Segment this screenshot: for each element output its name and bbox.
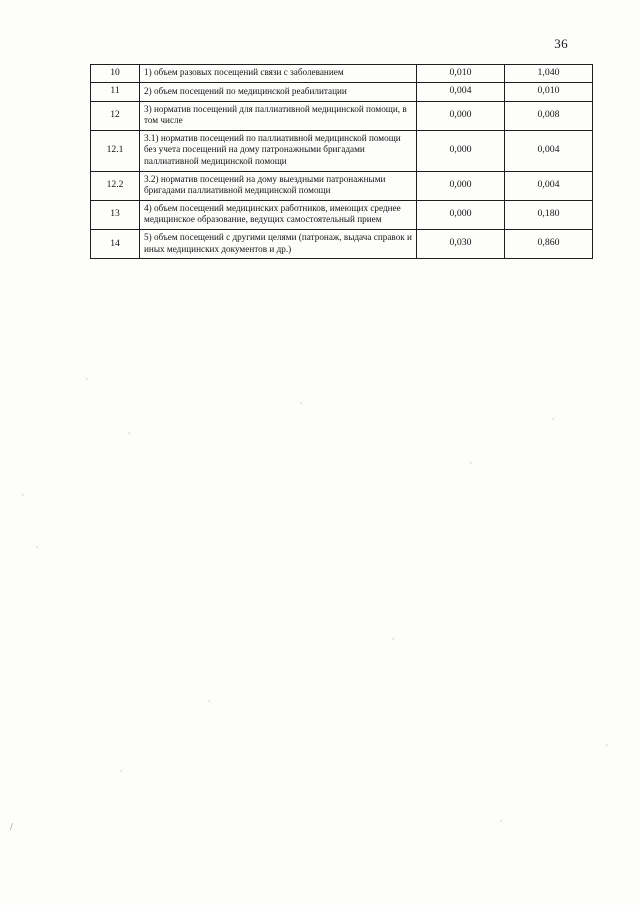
scan-speck bbox=[500, 820, 502, 822]
page-number: 36 bbox=[554, 36, 568, 51]
row-value-1: 0,030 bbox=[417, 230, 505, 259]
table-row bbox=[91, 101, 593, 130]
table-row bbox=[91, 171, 593, 200]
row-description: 4) объем посещений медицинских работников, имеющих среднее медицинское образование, ведущих самостоятельный прием bbox=[140, 200, 417, 229]
norms-table-body bbox=[91, 65, 593, 259]
table-row bbox=[91, 130, 593, 171]
row-description: 5) объем посещений с другими целями (патронаж, выдача справок и иных медицинских документов и др.) bbox=[140, 230, 417, 259]
row-value-1: 0,000 bbox=[417, 130, 505, 171]
row-value-1: 0,000 bbox=[417, 171, 505, 200]
row-value-1: 0,000 bbox=[417, 200, 505, 229]
row-description: 3) норматив посещений для паллиативной медицинской помощи, в том числе bbox=[140, 101, 417, 130]
row-number: 14 bbox=[91, 230, 140, 259]
scan-speck bbox=[552, 418, 554, 420]
row-value-2: 0,004 bbox=[505, 171, 593, 200]
table-row bbox=[91, 83, 593, 101]
row-value-1: 0,000 bbox=[417, 101, 505, 130]
norms-table bbox=[90, 64, 593, 259]
row-description: 3.1) норматив посещений по паллиативной медицинской помощи без учета посещений на дому патронажными бригадами паллиативной медицинской помощи bbox=[140, 130, 417, 171]
row-number: 13 bbox=[91, 200, 140, 229]
scan-speck bbox=[86, 378, 88, 380]
row-number: 11 bbox=[91, 83, 140, 101]
scan-speck bbox=[128, 432, 130, 434]
row-number: 10 bbox=[91, 65, 140, 83]
scan-speck bbox=[606, 744, 608, 746]
row-value-2: 0,004 bbox=[505, 130, 593, 171]
row-value-1: 0,010 bbox=[417, 65, 505, 83]
row-number: 12.1 bbox=[91, 130, 140, 171]
scan-speck bbox=[22, 494, 24, 496]
row-value-2: 0,180 bbox=[505, 200, 593, 229]
table-row bbox=[91, 200, 593, 229]
row-description: 3.2) норматив посещений на дому выездными патронажными бригадами паллиативной медицинской помощи bbox=[140, 171, 417, 200]
scan-speck bbox=[470, 462, 472, 464]
table-row bbox=[91, 230, 593, 259]
scan-speck bbox=[392, 638, 394, 640]
stray-mark: / bbox=[10, 822, 13, 833]
scan-speck bbox=[36, 546, 38, 548]
row-value-2: 0,860 bbox=[505, 230, 593, 259]
row-value-2: 1,040 bbox=[505, 65, 593, 83]
row-description: 1) объем разовых посещений связи с заболеванием bbox=[140, 65, 417, 83]
scan-speck bbox=[208, 700, 210, 702]
row-value-2: 0,010 bbox=[505, 83, 593, 101]
row-value-1: 0,004 bbox=[417, 83, 505, 101]
scan-speck bbox=[120, 770, 122, 772]
row-number: 12 bbox=[91, 101, 140, 130]
table-row bbox=[91, 65, 593, 83]
row-value-2: 0,008 bbox=[505, 101, 593, 130]
scan-speck bbox=[300, 402, 302, 404]
norms-table-container bbox=[90, 64, 560, 259]
row-number: 12.2 bbox=[91, 171, 140, 200]
row-description: 2) объем посещений по медицинской реабилитации bbox=[140, 83, 417, 101]
